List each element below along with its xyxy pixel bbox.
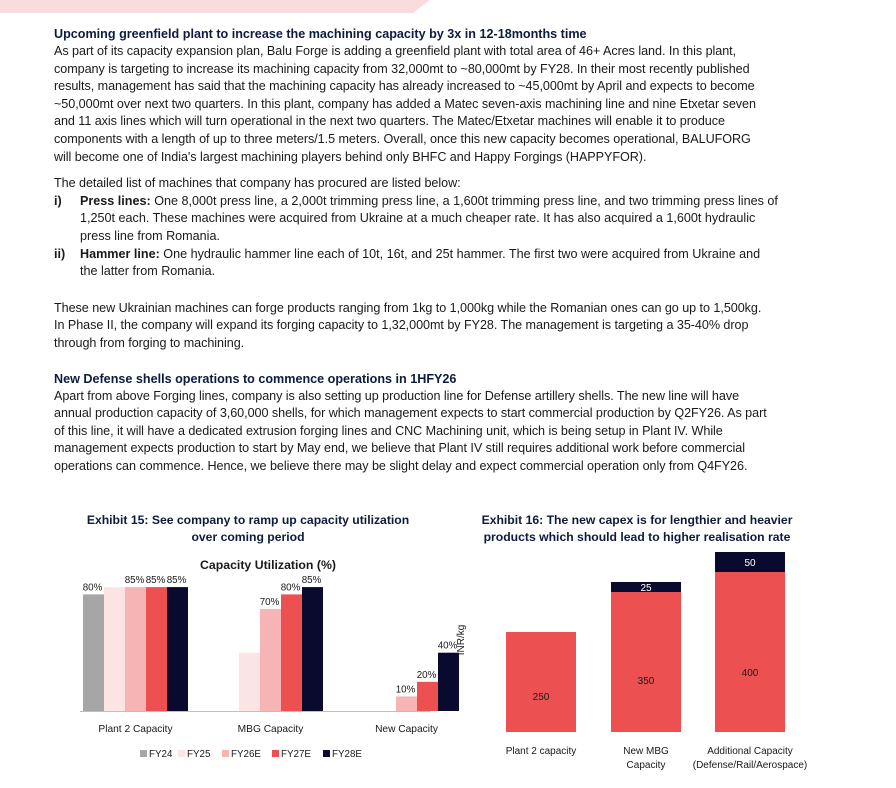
- paragraph-forging: [54, 300, 834, 353]
- section-heading-defense: New Defense shells operations to commence operations in 1HFY26: [54, 371, 457, 386]
- data-label: 80%: [82, 582, 103, 594]
- legend-swatch-fy28e: [323, 750, 330, 757]
- text-line: One 8,000t press line, a 2,000t trimming press line, a 1,600t trimming press line, and two trimming press lines of: [150, 193, 778, 208]
- bar-base-1: [611, 592, 681, 732]
- data-label: 250: [532, 692, 550, 703]
- y-axis-label: INR/kg: [456, 624, 467, 656]
- section-heading-greenfield: Upcoming greenfield plant to increase the machining capacity by 3x in 12-18months time: [54, 27, 587, 41]
- legend-label: FY25: [187, 749, 211, 760]
- category-label: New MBG: [623, 746, 669, 757]
- legend-swatch-fy25: [178, 750, 185, 757]
- text-line: ~50,000mt over next two quarters. In this plant, company has added a Matec seven-axis machining line and nine Etxetar seven: [54, 96, 756, 111]
- data-label: 40%: [437, 640, 458, 652]
- text-line: annual production capacity of 3,60,000 shells, for which management expects to start commercial production by Q2FY26. As part: [54, 406, 767, 421]
- list-item-hammer-line: [54, 246, 834, 281]
- data-label: 10%: [395, 684, 416, 696]
- exhibit-title-line: Exhibit 16: The new capex is for lengthier and heavier: [481, 513, 793, 527]
- machines-intro: The detailed list of machines that company has procured are listed below:: [54, 176, 461, 191]
- text-line: and 11 axis lines which will turn operational in the next two quarters. The Matec/Etxetar machines will enable it to produce: [54, 114, 725, 129]
- bar-fy27e-0: [146, 587, 167, 711]
- bar-base-2: [715, 572, 785, 732]
- category-label: Capacity: [626, 760, 666, 771]
- text-line: company is targeting to increase its machining capacity from 32,000mt to ~80,000mt by FY28. In their most recently published: [54, 61, 750, 76]
- bar-fy24-0: [83, 594, 104, 711]
- category-label: New Capacity: [375, 724, 438, 735]
- bar-fy27e-2: [417, 682, 438, 711]
- legend-swatch-fy27e: [272, 750, 279, 757]
- data-label: 20%: [416, 669, 437, 681]
- text-line: will become one of India's largest machining players behind only BHFC and Happy Forgings (HAPPYFOR).: [54, 149, 647, 164]
- legend-label: FY27E: [281, 749, 311, 760]
- bar-fy28e-1: [302, 587, 323, 711]
- exhibit-16-title: [452, 512, 822, 546]
- data-label: 80%: [280, 582, 301, 594]
- text-line: results, management has said that the machining capacity has already increased to ~45,000mt by April and expects to become: [54, 79, 755, 94]
- bar-fy25-0: [104, 587, 125, 711]
- report-body: [54, 26, 834, 475]
- data-label: 85%: [145, 575, 166, 587]
- data-label: 400: [741, 668, 759, 679]
- list-item-press-lines: [54, 193, 834, 246]
- text-line: One hydraulic hammer line each of 10t, 16t, and 25t hammer. The first two were acquired from Ukraine and: [159, 246, 761, 261]
- text-line: components with a length of up to three meters/1.5 meters. Overall, once this new capacity becomes operational, BALUFORG: [54, 131, 751, 146]
- header-decoration-bar: [0, 0, 430, 13]
- legend-swatch-fy24: [140, 750, 147, 757]
- text-line: press line from Romania.: [80, 228, 220, 243]
- text-line: Apart from above Forging lines, company is also setting up production line for Defense artillery shells. The new line will have: [54, 388, 740, 403]
- category-label: Additional Capacity: [707, 746, 793, 757]
- exhibit-title-line: products which should lead to higher realisation rate: [483, 530, 791, 544]
- text-line: through from forging to machining.: [54, 335, 245, 350]
- category-label: Plant 2 capacity: [505, 746, 577, 757]
- bar-fy26e-1: [260, 609, 281, 711]
- legend-label: FY24: [149, 749, 173, 760]
- text-line: management expects production to start by May end, we believe that Plant IV still requires additional work before commercial: [54, 441, 746, 456]
- text-line: 1,250t each. These machines were acquired from Ukraine at a much cheaper rate. It has also acquired a 1,600t hydraulic: [80, 211, 756, 226]
- bar-fy26e-0: [125, 587, 146, 711]
- bar-fy26e-2: [396, 696, 417, 711]
- data-label: 50: [744, 558, 756, 569]
- paragraph-defense: [54, 388, 834, 476]
- exhibit-title-line: over coming period: [191, 530, 305, 544]
- data-label: 25: [640, 583, 652, 594]
- text-line: operations can commence. Hence, we believe there may be slight delay and expect commercial operation only from Q4FY26.: [54, 458, 748, 473]
- text-line: the latter from Romania.: [80, 264, 216, 279]
- list-item-title: Hammer line:: [80, 246, 160, 261]
- exhibit-15-chart: [60, 552, 458, 777]
- legend-swatch-fy26e: [222, 750, 229, 757]
- legend-label: FY28E: [332, 749, 362, 760]
- data-label: 350: [637, 676, 655, 687]
- legend-label: FY26E: [231, 749, 261, 760]
- chart-title: Capacity Utilization (%): [200, 558, 336, 572]
- text-line: In Phase II, the company will expand its forging capacity to 1,32,000mt by FY28. The management is targeting a 35-40% drop: [54, 318, 749, 333]
- text-line: As part of its capacity expansion plan, Balu Forge is adding a greenfield plant with total area of 46+ Acres land. In this plant,: [54, 44, 737, 58]
- data-label: 70%: [259, 596, 280, 608]
- category-label: MBG Capacity: [237, 724, 304, 735]
- category-label: (Defense/Rail/Aerospace): [692, 760, 808, 771]
- list-number: ii): [54, 246, 66, 261]
- list-number: i): [54, 193, 62, 208]
- data-label: 85%: [124, 575, 145, 587]
- exhibit-15-title: [60, 512, 436, 546]
- category-label: Plant 2 Capacity: [98, 724, 173, 735]
- bar-base-0: [506, 632, 576, 732]
- paragraph-greenfield: [54, 43, 834, 166]
- bar-fy27e-1: [281, 594, 302, 711]
- list-item-title: Press lines:: [80, 193, 151, 208]
- bar-fy25-1: [239, 653, 260, 711]
- exhibit-16-chart: [444, 552, 836, 777]
- data-label: 85%: [301, 575, 322, 587]
- exhibit-title-line: Exhibit 15: See company to ramp up capacity utilization: [86, 513, 410, 527]
- text-line: These new Ukrainian machines can forge products ranging from 1kg to 1,000kg while the Romanian ones can go up to 1,500kg.: [54, 300, 762, 315]
- bar-fy28e-0: [167, 587, 188, 711]
- data-label: 85%: [166, 575, 187, 587]
- text-line: of this line, it will have a dedicated extrusion forging lines and CNC Machining unit, which is being setup in Plant IV. While: [54, 423, 723, 438]
